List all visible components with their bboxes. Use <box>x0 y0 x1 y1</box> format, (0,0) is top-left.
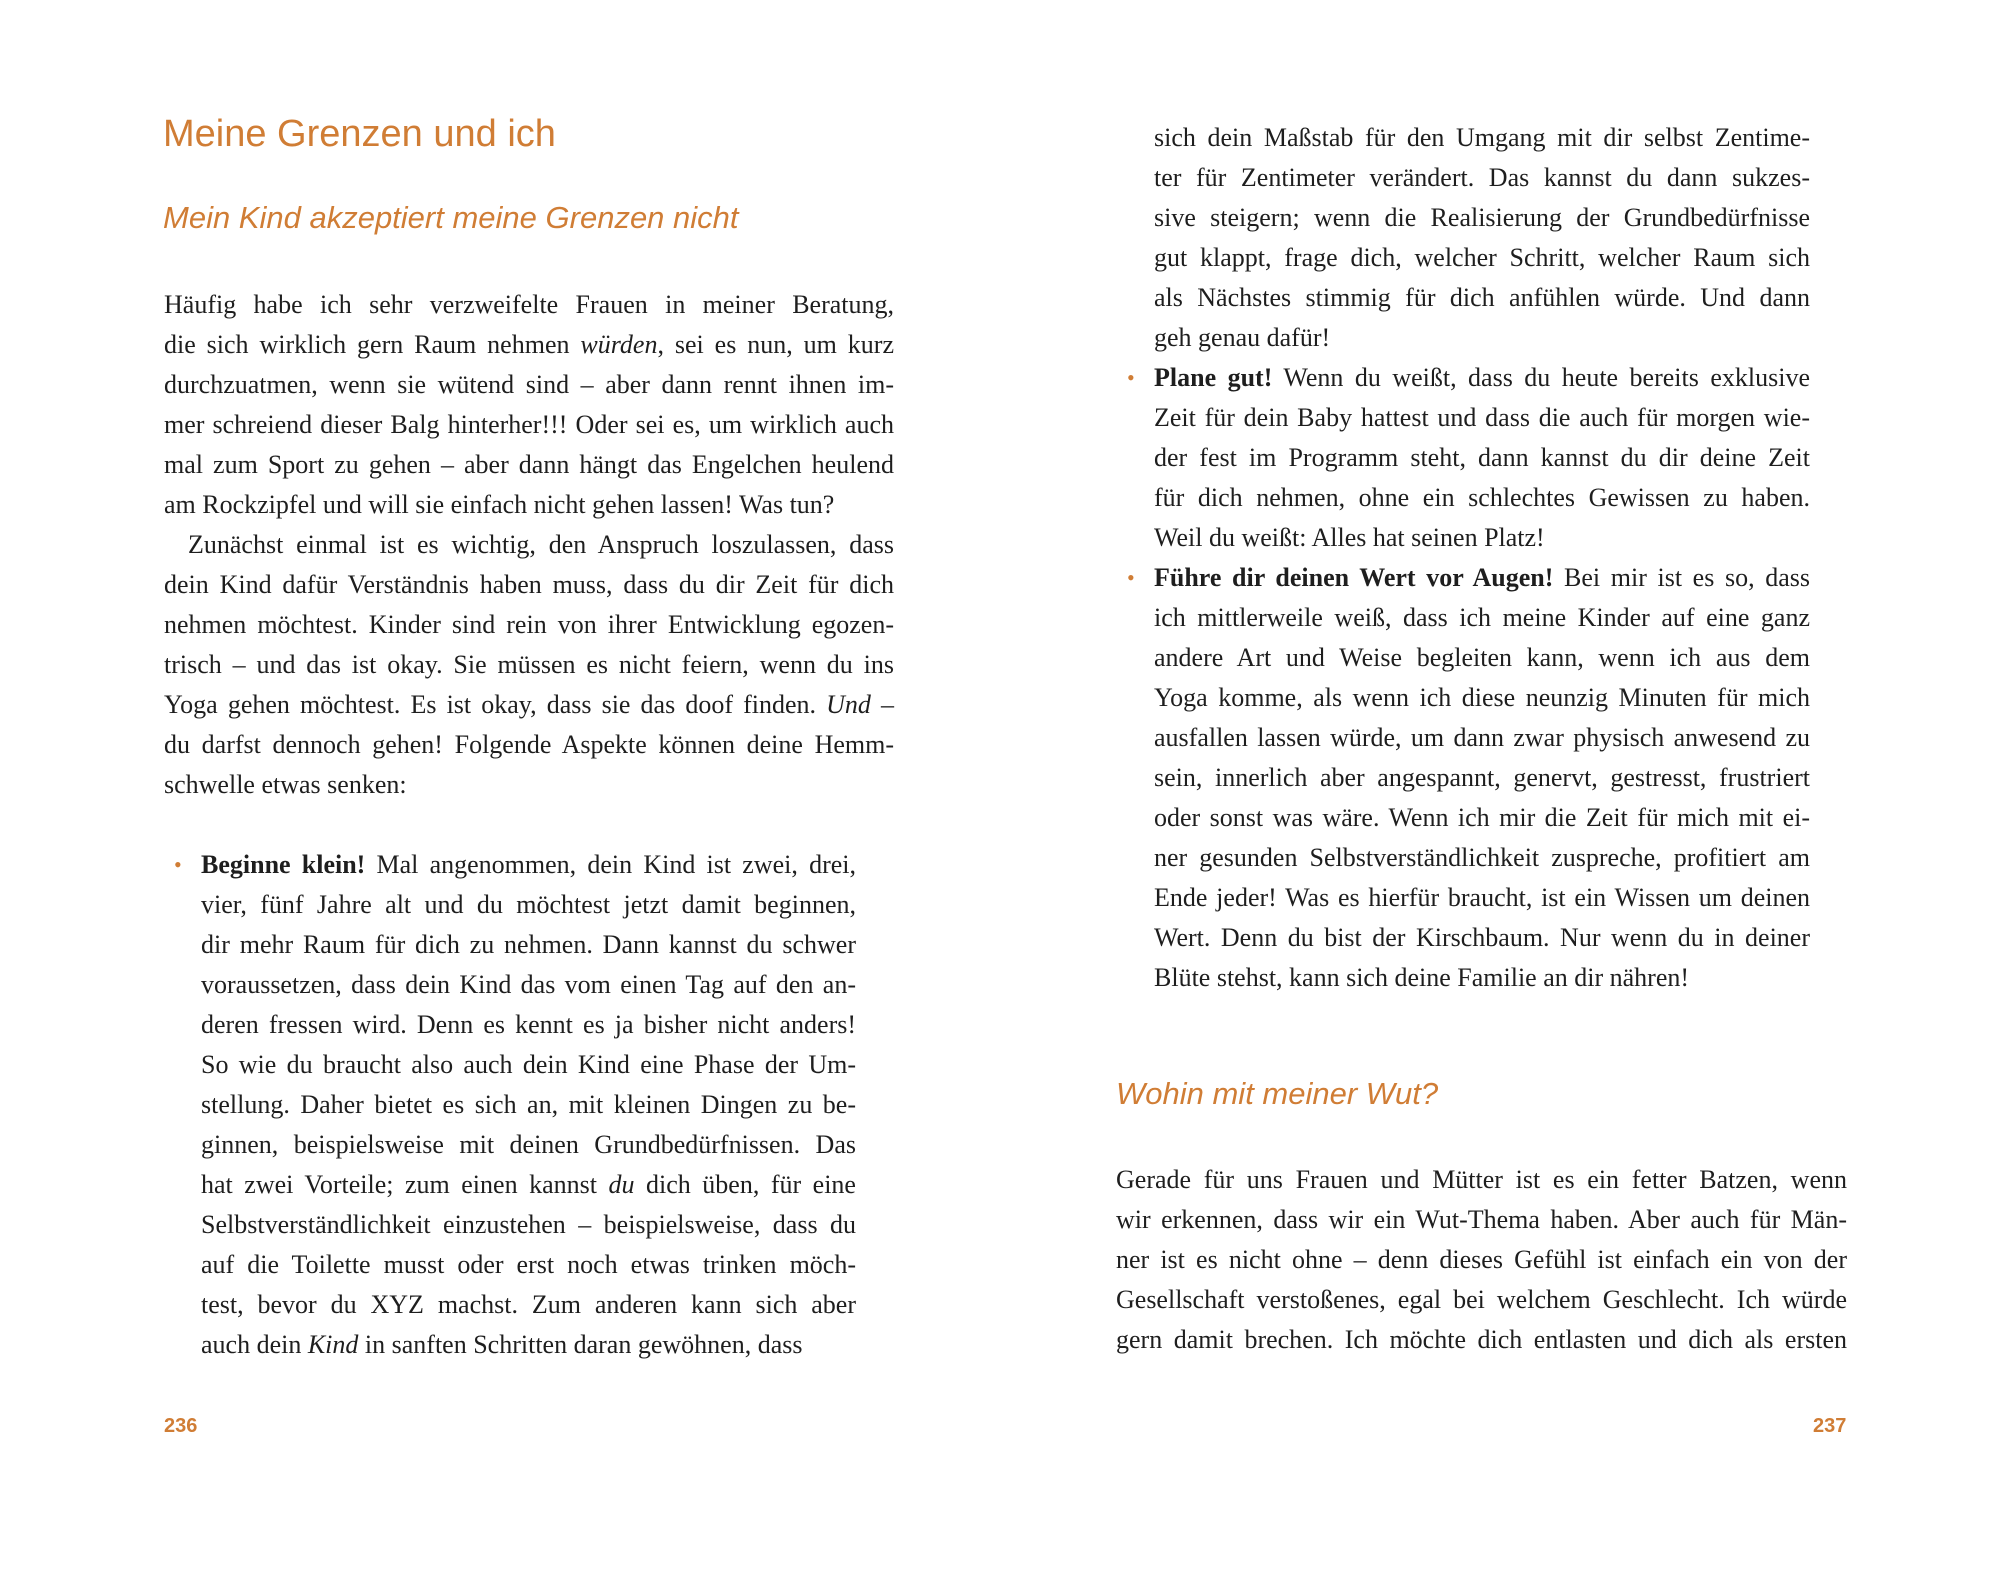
text-segment: So wie du braucht also auch dein Kind eine Phase der Um- <box>201 1050 856 1079</box>
page-number: 237 <box>1813 1415 1847 1437</box>
text-line <box>201 885 856 925</box>
text-segment: Yoga gehen möchtest. Es ist okay, dass sie das doof finden. <box>164 690 827 719</box>
right-page <box>1000 0 2000 1593</box>
text-line <box>201 845 856 885</box>
text-segment: durchzuatmen, wenn sie wütend sind – aber dann rennt ihnen im- <box>164 370 894 399</box>
text-segment: – <box>870 690 894 719</box>
text-segment: dein Kind dafür Verständnis haben muss, dass du dir Zeit für dich <box>164 570 894 599</box>
text-line <box>201 1125 856 1165</box>
chapter-title: Meine Grenzen und ich <box>163 113 556 155</box>
text-line <box>201 1085 856 1125</box>
text-segment: gern damit brechen. Ich möchte dich entlasten und dich als ersten <box>1116 1325 1847 1354</box>
text-segment: Blüte stehst, kann sich deine Familie an dir nähren! <box>1154 963 1690 992</box>
text-line <box>201 1005 856 1045</box>
text-segment: vier, fünf Jahre alt und du möchtest jetzt damit beginnen, <box>201 890 856 919</box>
text-segment: Mal angenommen, dein Kind ist zwei, drei, <box>365 850 856 879</box>
text-line <box>164 485 894 525</box>
text-line <box>1154 798 1810 838</box>
text-segment: dich üben, für eine <box>634 1170 856 1199</box>
text-segment: dir mehr Raum für dich zu nehmen. Dann kannst du schwer <box>201 930 856 959</box>
text-segment: trisch – und das ist okay. Sie müssen es nicht feiern, wenn du ins <box>164 650 894 679</box>
text-segment: ginnen, beispielsweise mit deinen Grundbedürfnissen. Das <box>201 1130 856 1159</box>
text-line <box>1116 1240 1847 1280</box>
text-line <box>1116 1200 1847 1240</box>
text-line <box>164 565 894 605</box>
text-segment: Häufig habe ich sehr verzweifelte Frauen in meiner Beratung, <box>164 290 894 319</box>
text-segment: ner gesunden Selbstverständlichkeit zuspreche, profitiert am <box>1154 843 1810 872</box>
bullet-item-plane-gut <box>1127 358 1810 558</box>
text-segment: auch dein <box>201 1330 308 1359</box>
emphasis: du <box>608 1170 635 1199</box>
text-segment: Gesellschaft verstoßenes, egal bei welchem Geschlecht. Ich würde <box>1116 1285 1847 1314</box>
text-line <box>164 645 894 685</box>
text-line <box>1116 1280 1847 1320</box>
text-segment: sein, innerlich aber angespannt, genervt, gestresst, frustriert <box>1154 763 1810 792</box>
paragraph-1 <box>164 285 894 525</box>
text-line <box>164 325 894 365</box>
text-line <box>1154 518 1810 558</box>
text-segment: geh genau dafür! <box>1154 323 1331 352</box>
section-title: Mein Kind akzeptiert meine Grenzen nicht <box>163 200 739 235</box>
continuation-text <box>1154 118 1810 358</box>
text-line <box>164 445 894 485</box>
text-segment: für dich nehmen, ohne ein schlechtes Gewissen zu haben. <box>1154 483 1810 512</box>
text-segment: in sanften Schritten daran gewöhnen, dass <box>358 1330 803 1359</box>
text-line <box>1154 718 1810 758</box>
text-line <box>1154 238 1810 278</box>
bullet-icon: • <box>1127 565 1135 590</box>
bullet-icon: • <box>174 852 182 877</box>
text-segment: die sich wirklich gern Raum nehmen <box>164 330 581 359</box>
text-segment: Wert. Denn du bist der Kirschbaum. Nur wenn du in deiner <box>1154 923 1810 952</box>
text-line <box>1154 318 1810 358</box>
text-line <box>164 685 894 725</box>
text-line <box>201 925 856 965</box>
page-number: 236 <box>164 1415 198 1437</box>
text-segment: ner ist es nicht ohne – denn dieses Gefühl ist einfach ein von der <box>1116 1245 1847 1274</box>
text-line <box>1154 198 1810 238</box>
text-segment: Bei mir ist es so, dass <box>1553 563 1810 592</box>
text-line <box>201 1285 856 1325</box>
text-line <box>201 1325 856 1365</box>
text-segment: ich mittlerweile weiß, dass ich meine Kinder auf eine ganz <box>1154 603 1810 632</box>
text-segment: Ende jeder! Was es hierfür braucht, ist ein Wissen um deinen <box>1154 883 1810 912</box>
text-segment: ausfallen lassen würde, um dann zwar physisch anwesend zu <box>1154 723 1810 752</box>
text-segment: auf die Toilette musst oder erst noch etwas trinken möch- <box>201 1250 856 1279</box>
text-segment: Yoga komme, als wenn ich diese neunzig Minuten für mich <box>1154 683 1810 712</box>
text-segment: test, bevor du XYZ machst. Zum anderen kann sich aber <box>201 1290 856 1319</box>
bullet-text <box>1154 358 1810 558</box>
text-segment: mer schreiend dieser Balg hinterher!!! Oder sei es, um wirklich auch <box>164 410 894 439</box>
text-segment: Gerade für uns Frauen und Mütter ist es ein fetter Batzen, wenn <box>1116 1165 1847 1194</box>
emphasis: Und <box>826 690 871 719</box>
text-line <box>201 1245 856 1285</box>
text-segment: deren fressen wird. Denn es kennt es ja bisher nicht anders! <box>201 1010 856 1039</box>
text-segment: , sei es nun, um kurz <box>657 330 894 359</box>
text-segment: Weil du weißt: Alles hat seinen Platz! <box>1154 523 1545 552</box>
text-line <box>1154 958 1810 998</box>
text-line <box>1154 478 1810 518</box>
text-line <box>1154 118 1810 158</box>
paragraph-2 <box>164 525 894 805</box>
text-segment: als Nächstes stimmig für dich anfühlen würde. Und dann <box>1154 283 1810 312</box>
text-segment: stellung. Daher bietet es sich an, mit kleinen Dingen zu be- <box>201 1090 856 1119</box>
text-segment: Zeit für dein Baby hattest und dass die auch für morgen wie- <box>1154 403 1810 432</box>
text-line <box>164 765 894 805</box>
text-line <box>1154 878 1810 918</box>
text-line <box>164 725 894 765</box>
text-line <box>1154 558 1810 598</box>
text-line <box>201 1165 856 1205</box>
text-line <box>164 365 894 405</box>
text-segment: sive steigern; wenn die Realisierung der Grundbedürfnisse <box>1154 203 1810 232</box>
text-segment: andere Art und Weise begleiten kann, wenn ich aus dem <box>1154 643 1810 672</box>
text-line <box>1154 918 1810 958</box>
text-line <box>201 1045 856 1085</box>
text-segment: hat zwei Vorteile; zum einen kannst <box>201 1170 609 1199</box>
text-segment: schwelle etwas senken: <box>164 770 407 799</box>
text-segment: gut klappt, frage dich, welcher Schritt, welcher Raum sich <box>1154 243 1810 272</box>
text-line <box>1154 758 1810 798</box>
text-line <box>201 1205 856 1245</box>
text-line <box>1154 638 1810 678</box>
text-segment: am Rockzipfel und will sie einfach nicht gehen lassen! Was tun? <box>164 490 835 519</box>
section-title-wut: Wohin mit meiner Wut? <box>1116 1076 1439 1111</box>
text-segment: nehmen möchtest. Kinder sind rein von ihrer Entwicklung egozen- <box>164 610 894 639</box>
bullet-text <box>1154 558 1810 998</box>
text-line <box>1154 398 1810 438</box>
text-line <box>1154 838 1810 878</box>
text-line <box>1116 1320 1847 1360</box>
text-line <box>1154 598 1810 638</box>
text-segment: mal zum Sport zu gehen – aber dann hängt das Engelchen heulend <box>164 450 894 479</box>
bullet-lead: Plane gut! <box>1154 363 1273 392</box>
bullet-item-beginne-klein <box>174 845 856 1365</box>
text-line <box>1154 438 1810 478</box>
paragraph-wut <box>1116 1160 1847 1360</box>
text-segment: sich dein Maßstab für den Umgang mit dir selbst Zentime- <box>1154 123 1810 152</box>
text-segment: Zunächst einmal ist es wichtig, den Anspruch loszulassen, dass <box>188 530 894 559</box>
emphasis: Kind <box>307 1330 359 1359</box>
text-line <box>1116 1160 1847 1200</box>
text-line <box>164 405 894 445</box>
bullet-text <box>201 845 856 1365</box>
bullet-lead: Führe dir deinen Wert vor Augen! <box>1154 563 1554 592</box>
text-segment: Wenn du weißt, dass du heute bereits exklusive <box>1272 363 1810 392</box>
text-segment: voraussetzen, dass dein Kind das vom einen Tag auf den an- <box>201 970 856 999</box>
text-segment: du darfst dennoch gehen! Folgende Aspekte können deine Hemm- <box>164 730 894 759</box>
text-segment: der fest im Programm steht, dann kannst du dir deine Zeit <box>1154 443 1810 472</box>
text-segment: ter für Zentimeter verändert. Das kannst du dann sukzes- <box>1154 163 1810 192</box>
text-segment: wir erkennen, dass wir ein Wut-Thema haben. Aber auch für Män- <box>1116 1205 1847 1234</box>
text-line <box>164 605 894 645</box>
text-line <box>1154 678 1810 718</box>
text-segment: oder sonst was wäre. Wenn ich mir die Zeit für mich mit ei- <box>1154 803 1810 832</box>
text-line <box>1154 278 1810 318</box>
text-line <box>164 525 894 565</box>
bullet-lead: Beginne klein! <box>201 850 366 879</box>
text-line <box>201 965 856 1005</box>
text-line <box>1154 358 1810 398</box>
bullet-icon: • <box>1127 365 1135 390</box>
text-segment: Selbstverständlichkeit einzustehen – beispielsweise, dass du <box>201 1210 856 1239</box>
text-line <box>164 285 894 325</box>
bullet-item-wert <box>1127 558 1810 998</box>
emphasis: würden <box>580 330 658 359</box>
text-line <box>1154 158 1810 198</box>
